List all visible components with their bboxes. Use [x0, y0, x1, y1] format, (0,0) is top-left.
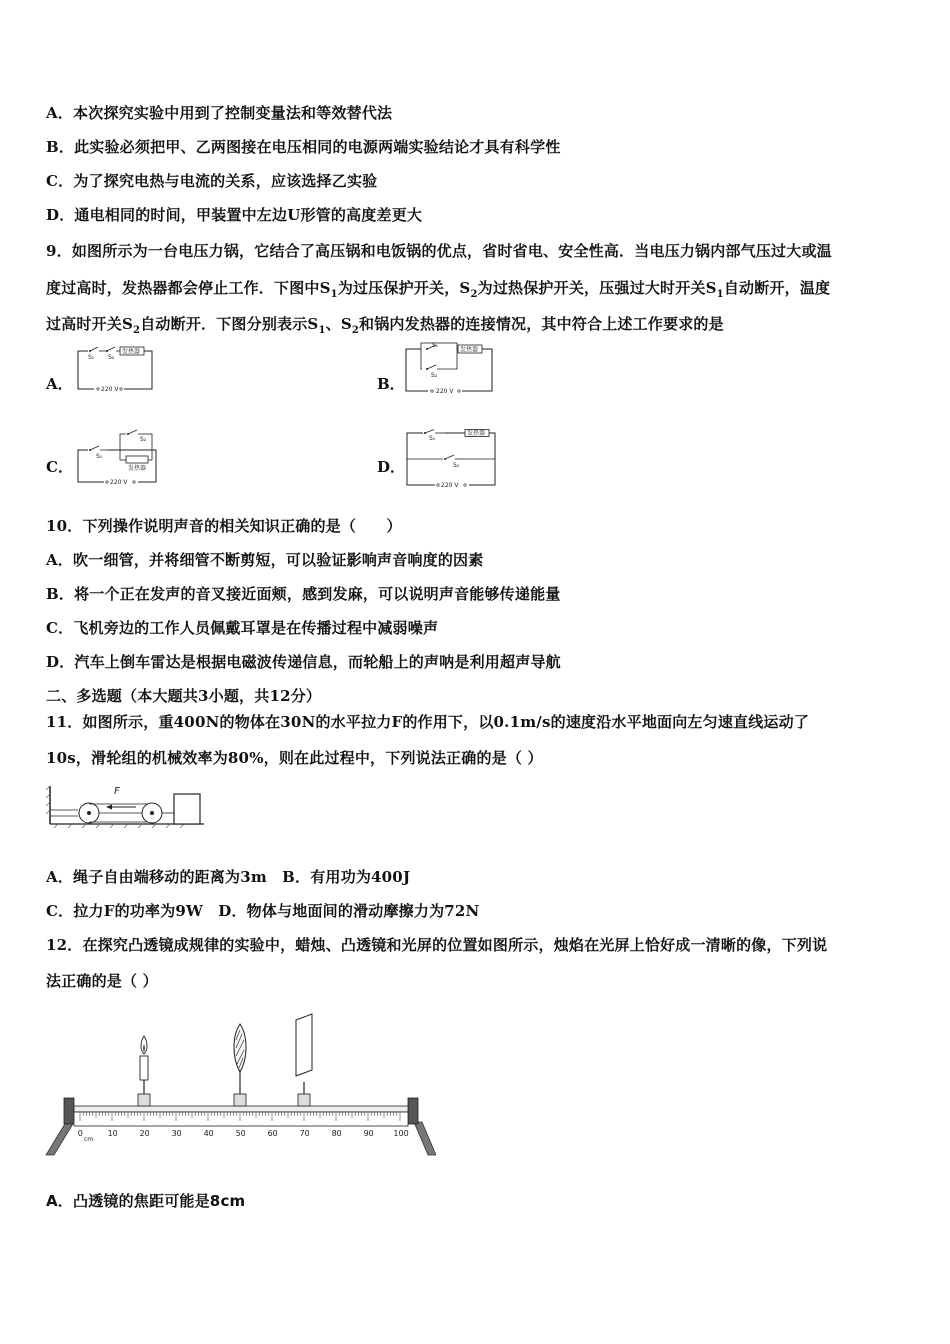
ruler-label: 90 — [363, 1129, 374, 1138]
q11-stem-line2: 10s，滑轮组的机械效率为80%，则在此过程中，下列说法正确的是（ ） — [46, 749, 543, 767]
b-s1-label: S₁ — [432, 342, 439, 349]
ruler-label: 60 — [267, 1129, 278, 1138]
q9-stem-line3: 过高时开关$S_2$自动断开．下图分别表示$S_1$、$S_2$和锅内发热器的连接情况，其中符合上述工作要求的是 — [46, 315, 724, 336]
q8-option-c: C．为了探究电热与电流的关系，应该选择乙实验 — [46, 172, 378, 190]
q9-label-c: C． — [46, 458, 73, 476]
a-s2-label: S₂ — [108, 354, 115, 361]
q9-circuit-c — [74, 428, 162, 486]
q9-circuit-d — [403, 429, 499, 489]
q12-optical-bench — [44, 1010, 436, 1160]
q9-label-a: A． — [46, 375, 73, 393]
q11-pulley-figure — [44, 780, 204, 830]
q9-circuit-b — [403, 341, 495, 397]
c-s2-label: S₂ — [140, 436, 147, 443]
a-voltage-label: 220 V — [101, 386, 119, 393]
d-voltage-label: 220 V — [441, 482, 459, 489]
ruler-label: 40 — [203, 1129, 214, 1138]
convex-lens — [234, 1024, 246, 1106]
a-heater-label: 发热器 — [122, 348, 141, 356]
q11-stem-line1: 11．如图所示，重400N的物体在30N的水平拉力F的作用下，以0.1m/s的速度沿水平地面向左匀速直线运动了 — [46, 713, 810, 731]
ruler-label: 10 — [107, 1129, 118, 1138]
q8-option-b: B．此实验必须把甲、乙两图接在电压相同的电源两端实验结论才具有科学性 — [46, 138, 561, 156]
ruler-label: 70 — [299, 1129, 310, 1138]
b-voltage-label: 220 V — [436, 388, 454, 395]
ruler-label: 30 — [171, 1129, 182, 1138]
q8-option-d: D．通电相同的时间，甲装置中左边U形管的高度差更大 — [46, 206, 423, 224]
q10-option-c: C．飞机旁边的工作人员佩戴耳罩是在传播过程中减弱噪声 — [46, 619, 439, 637]
force-label: F — [114, 786, 120, 797]
q12-stem-line2: 法正确的是（ ） — [46, 972, 158, 990]
ruler-unit: cm — [84, 1136, 94, 1143]
ruler-label: 20 — [139, 1129, 150, 1138]
a-s1-label: S₁ — [88, 354, 95, 361]
c-heater-label: 发热器 — [128, 465, 147, 472]
d-s2-label: S₂ — [453, 462, 460, 469]
q11-options-cd: C．拉力F的功率为9W D．物体与地面间的滑动摩擦力为72N — [46, 902, 480, 920]
c-voltage-label: 220 V — [110, 479, 128, 486]
q9-stem-line2: 度过高时，发热器都会停止工作．下图中$S_1$为过压保护开关，$S_2$为过热保护开关，压强过大时开关$S_1$自动断开，温度 — [46, 279, 831, 300]
ruler-label: 0 — [77, 1129, 83, 1138]
q9-circuit-a — [74, 345, 158, 395]
ruler-label: 50 — [235, 1129, 246, 1138]
q10-option-b: B．将一个正在发声的音叉接近面颊，感到发麻，可以说明声音能够传递能量 — [46, 585, 561, 603]
ruler-labels — [78, 1129, 409, 1138]
q9-label-d: D． — [377, 458, 406, 476]
q9-label-b: B． — [377, 375, 405, 393]
q10-stem: 10．下列操作说明声音的相关知识正确的是（ ） — [46, 517, 402, 535]
ruler-label: 80 — [331, 1129, 342, 1138]
light-screen — [296, 1014, 312, 1106]
b-heater-label: 发热器 — [460, 346, 479, 354]
q10-option-a: A．吹一细管，并将细管不断剪短，可以验证影响声音响度的因素 — [46, 551, 484, 569]
d-s1-label: S₁ — [429, 435, 436, 442]
q10-option-d: D．汽车上倒车雷达是根据电磁波传递信息，而轮船上的声呐是利用超声导航 — [46, 653, 561, 671]
candle — [138, 1036, 150, 1106]
d-heater-label: 发热器 — [467, 430, 486, 437]
b-s2-label: S₂ — [431, 372, 438, 379]
block — [174, 794, 200, 824]
ruler-label: 100 — [393, 1129, 409, 1138]
q11-options-ab: A．绳子自由端移动的距离为3m B．有用功为400J — [46, 868, 411, 886]
q8-option-a: A．本次探究实验中用到了控制变量法和等效替代法 — [46, 104, 393, 122]
q9-stem-line1: 9．如图所示为一台电压力锅，它结合了高压锅和电饭锅的优点，省时省电、安全性高．当电压力锅内部气压过大或温 — [46, 242, 832, 260]
q12-option-a: A．凸透镜的焦距可能是8cm — [46, 1192, 246, 1210]
section-title: 二、多选题（本大题共3小题，共12分） — [46, 687, 322, 705]
q12-stem-line1: 12．在探究凸透镜成规律的实验中，蜡烛、凸透镜和光屏的位置如图所示，烛焰在光屏上恰好成一清晰的像，下列说 — [46, 936, 828, 954]
c-s1-label: S₁ — [96, 453, 103, 460]
